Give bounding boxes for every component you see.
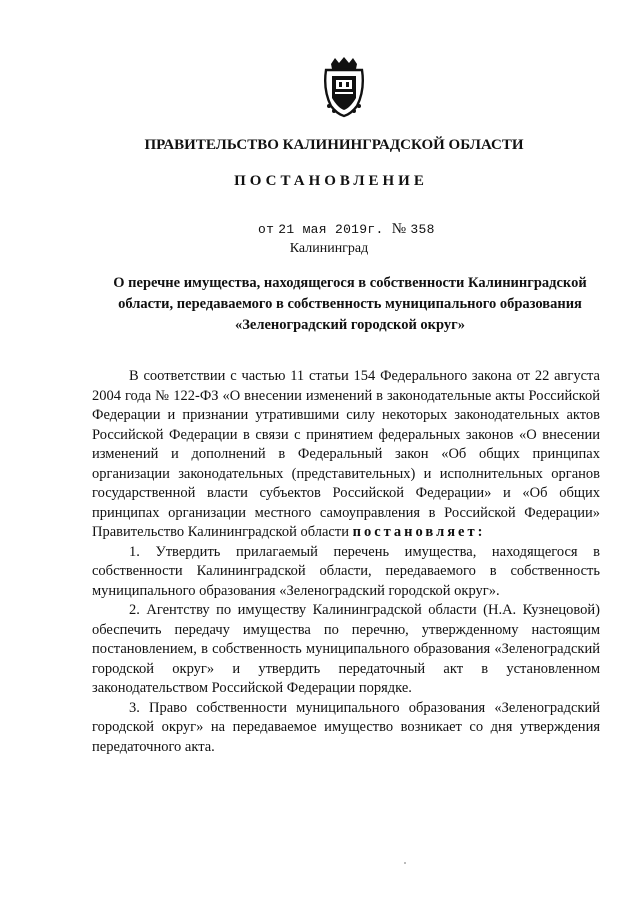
item-1: 1. Утвердить прилагаемый перечень имущества, находящегося в собственности Калининградской области, передаваемого в собственность муниципального образования «Зеленоградский городской округ».	[92, 543, 600, 599]
document-body	[92, 367, 600, 757]
date-line	[258, 221, 435, 238]
item-3: 3. Право собственности муниципального образования «Зеленоградский городской округ» на передаваемое имущество возникает со дня утверждения передаточного акта.	[92, 699, 600, 755]
intro-paragraph	[92, 367, 600, 543]
city: Калининград	[289, 241, 369, 256]
date-value: 21 мая 2019	[278, 222, 368, 237]
item-2: 2. Агентству по имуществу Калининградской области (Н.А. Кузнецовой) обеспечить передачу имущества по перечню, утвержденному настоящим постановлением, в собственность муниципального образования «Зеленоградский городской округ» и утвердить передаточный акт в установленном законодательством Российской Федерации порядке.	[92, 602, 600, 696]
intro-text: В соответствии с частью 11 статьи 154 Федерального закона от 22 августа 2004 года № 122-ФЗ «О внесении изменений в законодательные акты Российской Федерации и признании утратившими силу некоторых законодательных актов Российской Федерации в связи с принятием федеральных законов «О внесении изменений и дополнений в Федеральный закон «Об общих принципах организации законодательных (представительных) и исполнительных органов государственной власти субъектов Российской Федерации» и «Об общих принципах организации местного самоуправления в Российской Федерации» Правительство Калининградской области	[92, 368, 600, 540]
scan-speck	[404, 862, 406, 864]
government-name: ПРАВИТЕЛЬСТВО КАЛИНИНГРАДСКОЙ ОБЛАСТИ	[144, 137, 524, 153]
date-suffix: г.	[367, 222, 384, 237]
document-type: ПОСТАНОВЛЕНИЕ	[234, 173, 428, 189]
document-title: О перечне имущества, находящегося в собственности Калининградской области, передаваемого в собственность муниципального образования «Зеленоградский городской округ»	[113, 275, 587, 333]
date-prefix: от	[258, 222, 275, 237]
document-number: 358	[410, 222, 435, 237]
coat-of-arms-icon	[323, 56, 365, 118]
resolves-word: постановляет:	[352, 524, 486, 540]
number-sign: №	[391, 221, 407, 237]
